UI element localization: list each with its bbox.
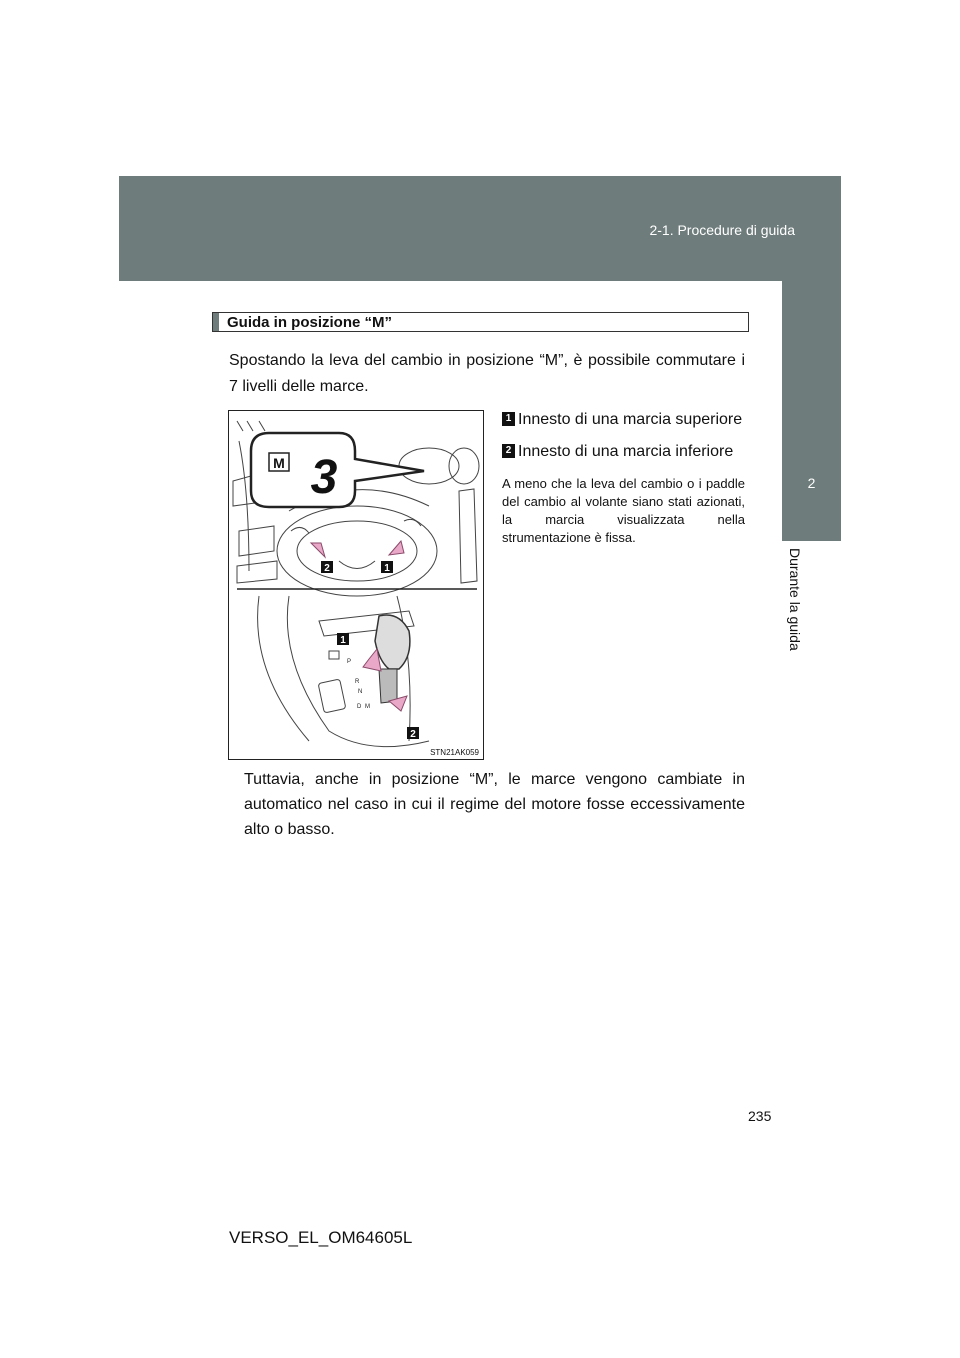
svg-text:R: R	[355, 679, 360, 685]
side-tab-label: Durante la guida	[787, 548, 803, 651]
figure-illustration	[228, 410, 484, 760]
illustration-svg	[229, 411, 485, 761]
section-heading	[212, 312, 749, 332]
document-code: VERSO_EL_OM64605L	[229, 1228, 413, 1247]
gear-list	[502, 408, 745, 547]
heading-bar	[213, 313, 219, 331]
display-mode-text: M	[273, 455, 285, 471]
callout-1-top: 1	[384, 563, 390, 574]
display-gear-text: 3	[310, 451, 338, 504]
intro-paragraph: Spostando la leva del cambio in posizione “M”, è possibile commutare i 7 livelli delle marce.	[229, 352, 745, 395]
section-heading-text: Guida in posizione “M”	[227, 314, 392, 331]
list-item	[502, 440, 745, 463]
svg-text:P: P	[347, 659, 352, 665]
header-title: 2-1. Procedure di guida	[649, 222, 795, 238]
figure-code: STN21AK059	[430, 748, 479, 757]
callout-2-bottom: 2	[410, 729, 416, 740]
svg-text:D: D	[357, 704, 362, 710]
svg-text:M: M	[365, 704, 370, 710]
callout-1-bottom: 1	[340, 635, 346, 646]
list-item-text: Innesto di una marcia inferiore	[518, 443, 734, 460]
body-paragraph: Tuttavia, anche in posizione “M”, le marce vengono cambiate in automatico nel caso in cui il regime del motore fosse eccessivamente alto o basso.	[244, 771, 745, 838]
header-band	[119, 176, 841, 281]
note-text: A meno che la leva del cambio o i paddle del cambio al volante siano stati azionati, la marcia visualizzata nella strumentazione è fissa.	[502, 476, 745, 545]
page-number: 235	[748, 1108, 772, 1124]
list-item-text: Innesto di una marcia superiore	[518, 411, 743, 428]
side-tab	[782, 281, 841, 541]
list-item-number: 1	[502, 412, 515, 426]
side-tab-number: 2	[807, 475, 816, 491]
callout-2-top: 2	[324, 563, 330, 574]
list-item	[502, 408, 745, 431]
list-item-number: 2	[502, 444, 515, 458]
svg-text:N: N	[358, 689, 363, 695]
